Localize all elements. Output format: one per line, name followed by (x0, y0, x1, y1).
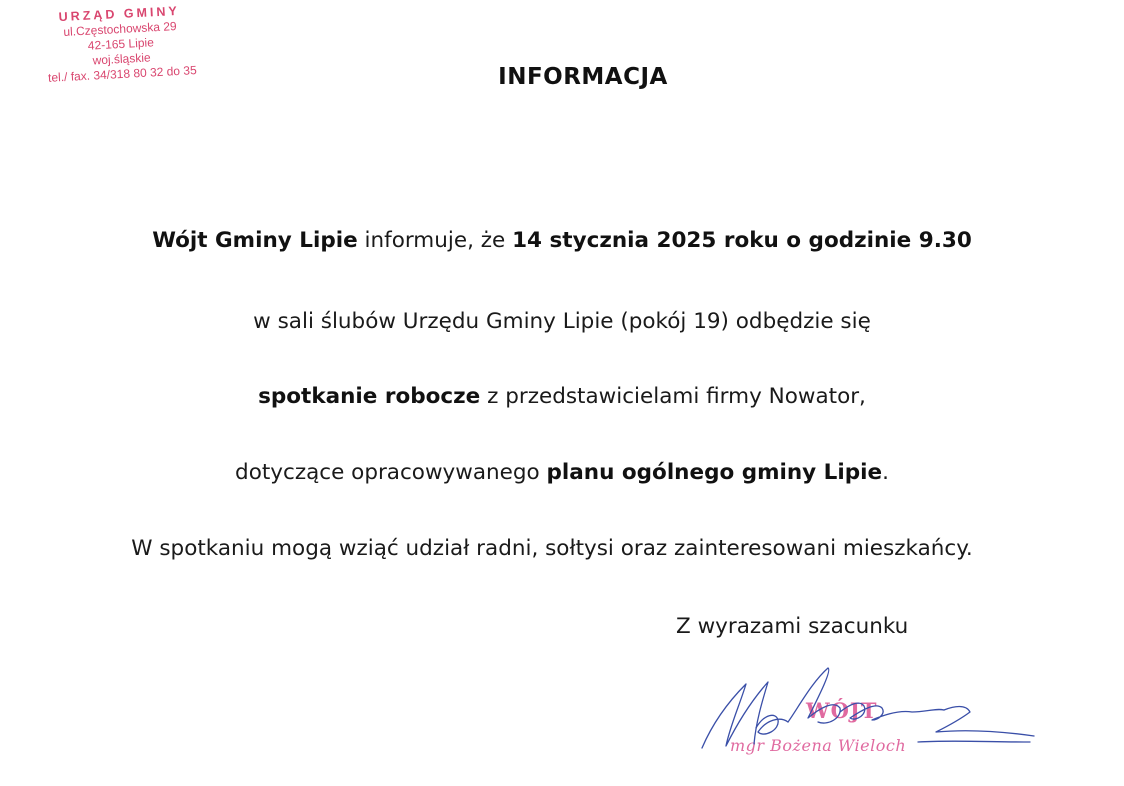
stamp-office-name: URZĄD GMINY (58, 3, 181, 25)
body-line-1-date: 14 stycznia 2025 roku o godzinie 9.30 (512, 228, 972, 253)
signature-stamp-name: mgr Bożena Wieloch (730, 736, 907, 755)
document-title: INFORMACJA (498, 64, 668, 90)
body-line-5: W spotkaniu mogą wziąć udział radni, sołtysi oraz zainteresowani mieszkańcy. (131, 536, 973, 561)
stamp-phone: tel./ fax. 34/318 80 32 do 35 (47, 63, 198, 85)
body-line-3 (0, 384, 1124, 409)
handwritten-signature (700, 660, 1040, 770)
stamp-street: ul.Częstochowska 29 (63, 19, 177, 39)
body-line-1-verb: informuje, że (357, 228, 513, 253)
signature-stamp-title: WÓJT (806, 698, 878, 723)
body-line-1-subject: Wójt Gminy Lipie (152, 228, 358, 253)
signature-block (700, 660, 1040, 770)
closing-phrase: Z wyrazami szacunku (676, 614, 909, 639)
body-line-4 (0, 460, 1124, 485)
body-line-3-rest: z przedstawicielami firmy Nowator, (480, 384, 866, 409)
stamp-voivodeship: woj.śląskie (92, 50, 151, 68)
body-line-4-intro: dotyczące opracowywanego (235, 460, 547, 485)
body-line-3-event: spotkanie robocze (258, 384, 481, 409)
stamp-postal: 42-165 Lipie (87, 35, 155, 53)
body-line-4-plan: planu ogólnego gminy Lipie (546, 460, 883, 485)
body-line-4-end: . (882, 460, 889, 485)
body-line-2: w sali ślubów Urzędu Gminy Lipie (pokój 19) odbędzie się (253, 309, 871, 334)
body-line-1 (0, 228, 1124, 253)
